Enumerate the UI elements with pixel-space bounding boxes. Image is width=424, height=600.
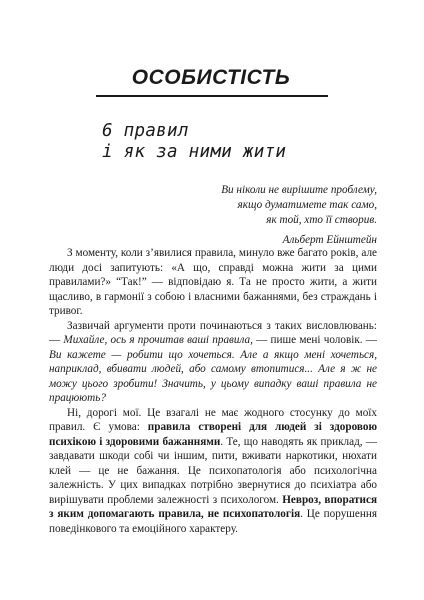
- epigraph-line: Ви ніколи не вирішите проблему,: [221, 184, 377, 196]
- emphasis-neurosis: Невроз, впоратися з яким допомагають правила, не психопатологія: [49, 493, 377, 520]
- epigraph: [117, 183, 377, 248]
- text-run: Ні, дорогі мої. Це взагалі не має жодного стосунку до моїх правил. Є умова:: [49, 406, 377, 433]
- paragraph: [49, 406, 377, 537]
- paragraph: [49, 246, 377, 319]
- chapter-subtitle-line-1: 6 правил: [102, 121, 189, 141]
- epigraph-line: якщо думатимете так само,: [237, 199, 377, 211]
- title-underline: [96, 95, 328, 97]
- quoted-objection: Ви кажете — робити що хочеться. Але а якщо мені хочеться, наприклад, вбивати людей, або самому втопитися... Але я ж не можу цього зробити! Значить, у цьому випадку ваші правила не працюють?: [49, 348, 377, 404]
- section-title: ОСОБИСТІСТЬ: [131, 66, 291, 89]
- paragraph: [49, 319, 377, 406]
- text-run: З моменту, коли з’явилися правила, минуло вже багато років, але люди досі запитують: «А що, справді можна жити за цими правилами?» “Так!” — відповідаю я. Та не просто жити, а жити щасливо, в гармонії з собою і власними бажаннями, без страждань і тривог.: [49, 247, 377, 317]
- quoted-objection: Михайле, ось я прочитав ваші правила,: [63, 334, 253, 346]
- text-run: . Те, що наводять як приклад, — завдавати шкоди собі чи іншим, пити, вживати наркотики, нюхати клей — це не бажання. Це психопатологія або психологічна залежність. У цих випадках потрібно звернутися до психіатра або вирішувати проблеми залежності з психологом.: [49, 435, 377, 506]
- text-run: — пише мені чоловік. —: [252, 334, 377, 346]
- text-run: . Це порушення поведінкового та емоційного характеру.: [49, 508, 377, 535]
- epigraph-author: Альберт Ейнштейн: [282, 234, 377, 246]
- epigraph-line: як той, хто її створив.: [266, 214, 377, 226]
- body-text: [49, 246, 377, 536]
- emphasis-condition: правила створені для людей зі здоровою психікою і здоровими бажаннями: [49, 421, 377, 448]
- chapter-subtitle: [102, 121, 286, 163]
- text-run: Зазвичай аргументи проти починаються з таких висловлювань: —: [49, 319, 377, 346]
- chapter-subtitle-line-2: і як за ними жити: [102, 142, 287, 162]
